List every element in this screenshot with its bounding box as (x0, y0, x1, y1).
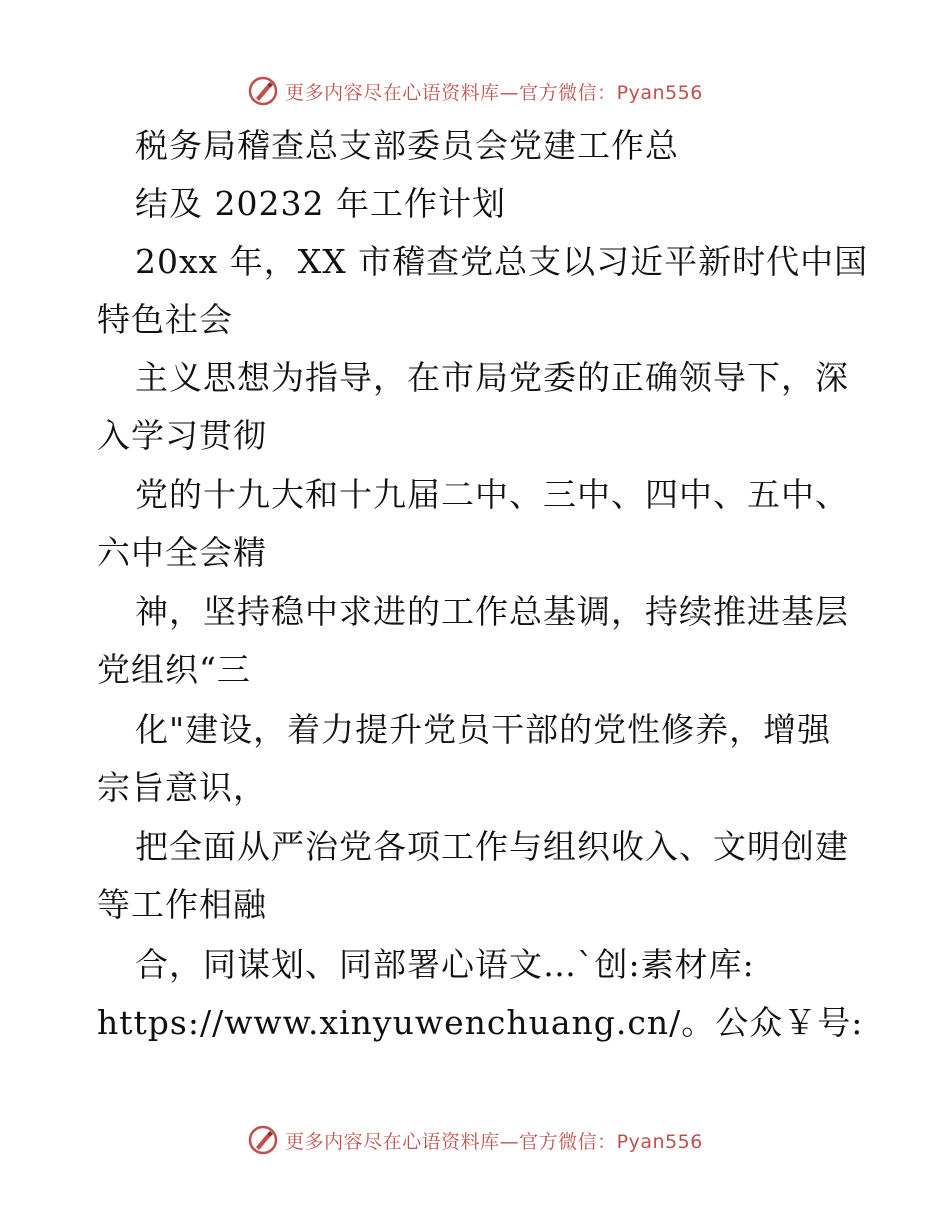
paragraph-line: 入学习贯彻 (97, 416, 267, 455)
pen-circle-logo-icon (247, 75, 279, 107)
doc-title-line-1: 税务局稽查总支部委员会党建工作总 (135, 126, 679, 165)
paragraph-line: 党的十九大和十九届二中、三中、四中、五中、 (135, 475, 849, 514)
paragraph-line: 20xx 年，XX 市稽查党总支以习近平新时代中国 (135, 242, 869, 281)
paragraph-line: 主义思想为指导，在市局党委的正确领导下，深 (135, 358, 849, 397)
header-banner (0, 71, 950, 111)
paragraph-line: 等工作相融 (97, 885, 267, 924)
footer-banner (0, 1120, 950, 1160)
footer-banner-text: 更多内容尽在心语资料库—官方微信：Pyan556 (285, 1130, 703, 1153)
header-banner-text: 更多内容尽在心语资料库—官方微信：Pyan556 (285, 81, 703, 104)
paragraph-line: 神，坚持稳中求进的工作总基调，持续推进基层 (135, 592, 849, 631)
paragraph-line: 特色社会 (97, 300, 233, 339)
paragraph-line: https://www.xinyuwenchuang.cn/。公众￥号: (97, 1003, 864, 1042)
paragraph-line: 六中全会精 (97, 533, 267, 572)
paragraph-line: 化"建设，着力提升党员干部的党性修养，增强 (135, 710, 832, 749)
paragraph-line: 宗旨意识， (97, 768, 267, 807)
doc-title-line-2: 结及 20232 年工作计划 (135, 184, 506, 223)
paragraph-line: 把全面从严治党各项工作与组织收入、文明创建 (135, 827, 849, 866)
paragraph-line: 党组织“三 (97, 650, 251, 689)
pen-circle-logo-icon (247, 1124, 279, 1156)
paragraph-line: 合，同谋划、同部署心语文…`创:素材库: (135, 945, 755, 984)
